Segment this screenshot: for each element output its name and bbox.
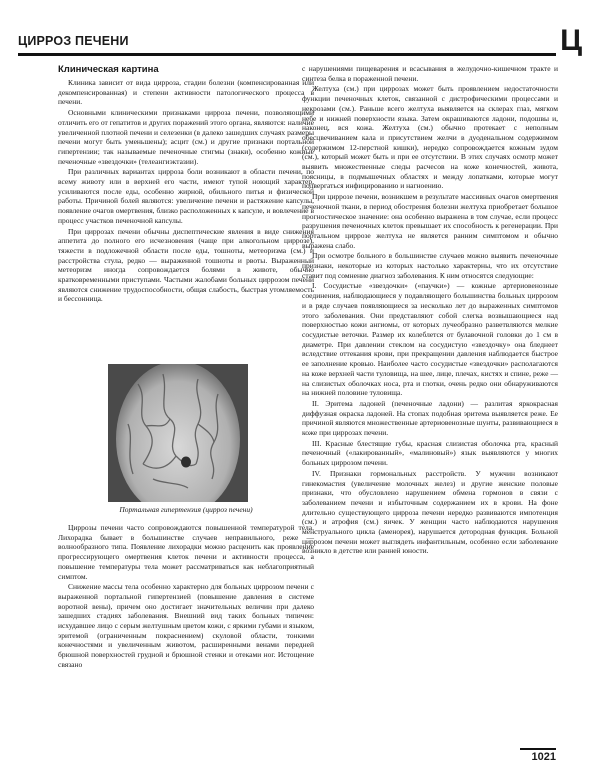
paragraph: При осмотре больного в большинстве случаев можно выявить печеночные признаки, некоторые из которых настолько характерны, что их отсутствие ставит под сомнение диагноз заболевания. К ним относятся следующие: xyxy=(302,251,558,280)
paragraph: При циррозе печени, возникшем в результате массивных очагов омертвения печеночной ткани, в период обострения болезни желтуха приобретает большое прогностическое значение: она особенно выражена в том случае, если процесс разрушения печеночных клеток превышает их способность к регенерации. При портальном циррозе желтуха не является ранним симптомом и обычно выражена слабо. xyxy=(302,192,558,250)
page-number: 1021 xyxy=(531,751,556,763)
paragraph: Основными клиническими признаками цирроза печени, позволяющими отличить его от гепатитов и других поражений этого органа, являются: наличие увеличенной плотной печени и селезенки (в далеко зашедших случаях размеры печени могут быть уменьшены); асцит (см.) и другие признаки портальной гипертензии; так называемые печеночные стигмы (знаки), особенно кожные печеночные «звездочки» (телеангиэктазии). xyxy=(58,108,314,166)
paragraph: с нарушениями пищеварения и всасывания в желудочно-кишечном тракте и синтеза белка в пораженной печени. xyxy=(302,64,558,83)
paragraph: Клиника зависит от вида цирроза, стадии болезни (компенсированная или декомпенсированная) и степени активности патологического процесса в печени. xyxy=(58,78,314,107)
paragraph: III. Красные блестящие губы, красная слизистая оболочка рта, красный печеночный («лакированный», «малиновый») язык выявляются у многих больных циррозом печени. xyxy=(302,438,558,468)
paragraph: Желтуха (см.) при циррозах может быть проявлением недостаточности функции печеночных клеток, связанной с дистрофическими процессами и некрозами (см.). Раньше всего желтуха выявляется на склерах глаз, мягком небе и нижней поверхности языка. Затем окрашиваются ладони, подошвы и, наконец, вся кожа. Желтуха (см.) обычно протекает с неполным обесцвечиванием кала и присутствием желчи в дуоденальном содержимом (содержимом 12-перстной кишки), нередко сопровождается кожным зудом (см.), который может быть и при ее отсутствии. В этих случаях осмотр может выявить множественные следы расчесов на коже конечностей, живота, поясницы, в подмышечных областях и между лопатками, которые могут подвергаться инфицированию и нагноению. xyxy=(302,84,558,191)
abdomen-photo xyxy=(108,364,248,502)
header-rule xyxy=(18,53,556,56)
right-column xyxy=(302,64,558,556)
page-header xyxy=(18,34,556,50)
paragraph: При циррозах печени обычны диспептические явления в виде снижения аппетита до полного его исчезновения (чаще при алкогольном циррозе), тяжести в подложечной области после еды, тошноты, метеоризма (см.) и расстройства стула, редко — выраженной тошноты и рвоты. Выраженный метеоризм иногда сопровождается болями в животе, обычно кратковременными приступами. Частыми жалобами больных циррозом печени являются снижение трудоспособности, общая слабость, быстрая утомляемость и бессонница. xyxy=(58,226,314,304)
figure-caption: Портальная гипертензия (цирроз печени) xyxy=(119,505,253,514)
paragraph: I. Сосудистые «звездочки» («паучки») — кожные артериовенозные соединения, наблюдающиеся у подавляющего большинства больных циррозом и в ряде случаев появляющиеся за несколько лет до выраженных симптомов этого заболевания. Они представляют собой слегка возвышающиеся над поверхностью кожи ангиомы, от которых лучеобразно разветвляются мелкие сосудистые веточки. Размер их колеблется от булавочной головки до 1 см в диаметре. При давлении стеклом на сосудистую «звездочку» она бледнеет вследствие оттекания крови, при прекращении давления наблюдается быстрое ее заполнение кровью. Наиболее часто сосудистые «звездочки» располагаются на коже верхней части туловища, на шее, лице, плечах, кистях и спине, реже — на слизистых оболочках носа, рта и глотки, очень редко они обнаруживаются на нижней половине туловища. xyxy=(302,281,558,398)
section-letter: Ц xyxy=(560,24,582,57)
left-column-bottom xyxy=(58,523,314,670)
paragraph: При различных вариантах цирроза боли возникают в области печени, по всему животу или в верхней его части, имеют тупой ноющий характер, усиливаются после еды, особенно жирной, обильного питья и физической работы. Причиной болей являются: увеличение печени и растяжение капсулы, появление очагов омертвения, близко расположенных к капсуле, и вовлечение в процесс участков печеночной капсулы. xyxy=(58,167,314,225)
section-title: Клиническая картина xyxy=(58,64,159,75)
paragraph: II. Эритема ладоней (печеночные ладони) — разлитая яркокрасная диффузная окраска ладоней. На стопах подобная эритема выявляется реже. Ее причиной являются множественные артериовенозные шунты, развивающиеся в коже при циррозах печени. xyxy=(302,398,558,438)
abdomen-photo-illustration xyxy=(108,364,248,502)
left-column-top xyxy=(58,64,314,304)
running-head-title: ЦИРРОЗ ПЕЧЕНИ xyxy=(18,34,129,48)
paragraph: Циррозы печени часто сопровождаются повышенной температурой тела. Лихорадка бывает в большинстве случаев неправильного, реже — волнообразного типа. Появление лихорадки можно расценить как проявление прогрессирующего омертвения клеток печени и активности процесса, а повышение температуры тела может рассматриваться как неблагоприятный симптом. xyxy=(58,523,314,581)
paragraph: IV. Признаки гормональных расстройств. У мужчин возникают гинекомастия (увеличение молочных желез) и другие женские половые признаки, что обусловлено нарушением обмена гормонов в связи с заболеванием печени и избыточным содержанием их в крови. На фоне длительно существующего цирроза печени нередко развиваются импотенция (см.) и атрофия (см.) яичек. У женщин часто наблюдаются нарушения менструального цикла (аменорея), нарушается детородная функция. Больной циррозом печени может выглядеть инфантильным, особенно если заболевание возникло в детстве или ранней юности. xyxy=(302,468,558,556)
paragraph: Снижение массы тела особенно характерно для больных циррозом печени с выраженной портальной гипертензией (повышение давления в системе воротной вены), причем оно достигает значительных величин при далеко зашедших стадиях заболевания. Внешний вид таких больных типичен: исхудавшее лицо с серым желтушным цветом кожи, с яркими губами и языком, эритемой (ограниченным покраснением) скуловой области, тонкими конечностями и увеличенным животом, расширенными венами передней брюшной поверхностей грудной и брюшной стенки и отеками ног. Истощение связано xyxy=(58,582,314,669)
page-number-box xyxy=(520,748,556,766)
